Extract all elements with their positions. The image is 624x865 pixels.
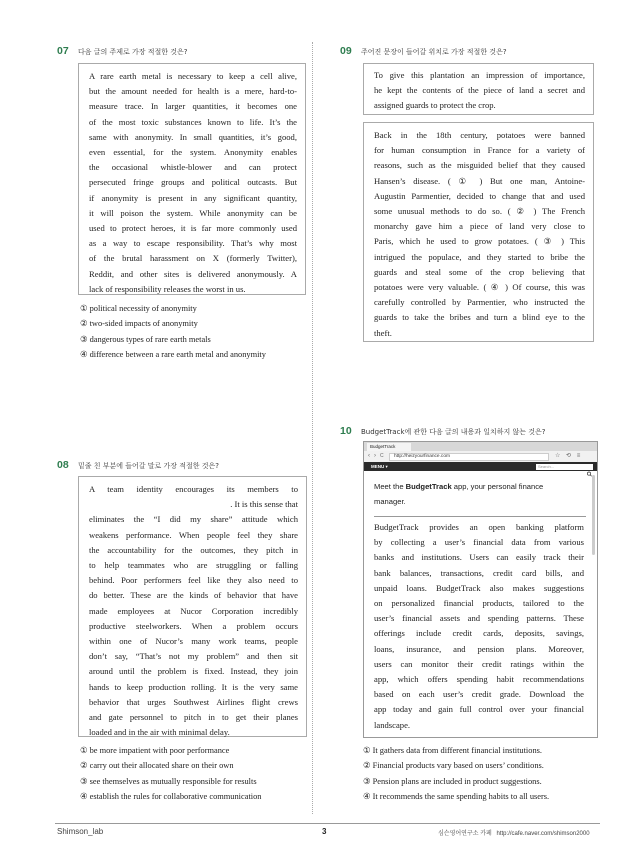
- passage-line: loans, insurance, and pension plans. Moreover,: [374, 643, 584, 654]
- passage-line: by collecting a user’s financial data from various: [374, 537, 584, 548]
- answer-option[interactable]: ② Financial products vary based on users’ conditions.: [363, 761, 544, 771]
- q08-title: 밑줄 친 부분에 들어갈 말로 가장 적절한 것은?: [78, 462, 220, 470]
- passage-line: to help teammates who are struggling or falling: [89, 560, 298, 571]
- q07-number: 07: [57, 45, 69, 57]
- q09-given-sentence: [374, 68, 585, 114]
- q10-title: BudgetTrack에 관한 다음 글의 내용과 일치하지 않는 것은?: [361, 428, 546, 436]
- passage-line: lack of responsibility releases the worst in us.: [89, 283, 246, 294]
- passage-line: of the most toxic substances known to life. It’s the: [89, 116, 297, 127]
- passage-line: Reddit, and other sites is delivered anonymously. A: [89, 268, 297, 279]
- passage-line: theft.: [374, 327, 392, 338]
- passage-line: made employees at Nucor Corporation incredibly: [89, 605, 298, 616]
- headline-divider: [374, 516, 586, 517]
- passage-line: To give this plantation an impression of importance,: [374, 70, 585, 80]
- passage-line: Hansen’s disease. ( ① ) But one man, Antoine-: [374, 175, 585, 186]
- passage-line: . It is this sense that: [230, 499, 298, 510]
- passage-line: based on each user’s credit grade. Download the: [374, 689, 584, 700]
- answer-option[interactable]: ① be more impatient with poor performance: [80, 746, 230, 755]
- passage-line: and gate personnel to pitch in to get their planes: [89, 712, 298, 723]
- passage-line: it will poison the system. While anonymity can be: [89, 207, 297, 218]
- footer-rule: [55, 823, 600, 824]
- passage-line: some unusual methods to do so. ( ② ) The French: [374, 206, 585, 217]
- q07-title: 다음 글의 주제로 가장 적절한 것은?: [78, 48, 188, 56]
- passage-line: weakens performance. When people feel they share: [89, 529, 298, 540]
- passage-line: even essential, for the system. Anonymity enables: [89, 147, 297, 158]
- back-icon[interactable]: ‹: [368, 453, 370, 459]
- q09-title: 주어진 문장이 들어갈 위치로 가장 적절한 것은?: [361, 48, 507, 56]
- footer-cafe-url[interactable]: http://cafe.naver.com/shimson2000: [496, 831, 590, 837]
- search-icon[interactable]: [586, 464, 593, 470]
- passage-line: BudgetTrack provides an open banking platform: [374, 522, 584, 532]
- q09-passage: [374, 128, 585, 341]
- passage-line: productive steelworkers. When a problem occurs: [89, 620, 298, 631]
- passage-line: Back in the 18th century, potatoes were banned: [374, 130, 585, 140]
- toolbar-icons[interactable]: ☆ ⟲ ≡: [555, 453, 583, 459]
- passage-line: the occasional whistle-blower and can protect: [89, 162, 297, 173]
- passage-line: banks and institutions. Users can easily track their: [374, 552, 584, 563]
- passage-line: used to protect heroes, it is far more commonly used: [89, 223, 297, 234]
- page-number: 3: [322, 827, 327, 836]
- passage-line: Augustin Parmentier, decided to change that and used: [374, 190, 585, 201]
- passage-line: as a way to escape responsibility. That’s why most: [89, 238, 297, 249]
- answer-option[interactable]: ④ difference between a rare earth metal and anonymity: [80, 349, 266, 359]
- browser-tab[interactable]: BudgetTrack: [367, 443, 411, 451]
- q08-number: 08: [57, 459, 69, 471]
- q10-number: 10: [340, 425, 352, 437]
- passage-line: guards and steal some of the crop believing that: [374, 266, 585, 277]
- headline-line: manager.: [374, 497, 406, 506]
- passage-line: unpaid loans. BudgetTrack also makes suggestions: [374, 582, 584, 593]
- headline-line: Meet the BudgetTrack app, your personal finance: [374, 482, 544, 491]
- browser-window: [363, 441, 598, 738]
- q08-options: [80, 743, 261, 804]
- site-search-input[interactable]: Search...: [536, 464, 586, 470]
- q07-passage-box: [78, 63, 306, 295]
- answer-option[interactable]: ④ establish the rules for collaborative communication: [80, 791, 262, 801]
- answer-option[interactable]: ① It gathers data from different financial institutions.: [363, 746, 542, 755]
- answer-option[interactable]: ② two-sided impacts of anonymity: [80, 319, 198, 329]
- passage-line: guards to take the bribes and turn a blind eye to the: [374, 312, 585, 323]
- passage-line: bank balances, transactions, credit card bills, and: [374, 567, 584, 578]
- footer-cafe-label: 심슨영어연구소 카페: [438, 831, 492, 837]
- passage-line: users can monitor their credit ratings within the: [374, 658, 584, 669]
- q10-passage: [374, 520, 584, 733]
- answer-option[interactable]: ④ It recommends the same spending habits to all users.: [363, 791, 550, 801]
- forward-icon[interactable]: ›: [374, 453, 376, 459]
- passage-line: he kept the contents of the piece of land a secret and: [374, 85, 585, 96]
- passage-line: of the brutal harassment on X (formerly Twitter),: [89, 253, 297, 264]
- reload-icon[interactable]: C: [380, 453, 384, 459]
- passage-line: potatoes were very valuable. ( ④ ) Of course, this was: [374, 282, 585, 293]
- passage-line: if anonymity is present in any significant quantity,: [89, 192, 297, 203]
- q10-headline: [374, 479, 584, 509]
- passage-line: A team identity encourages its members to: [89, 484, 298, 494]
- menu-button[interactable]: MENU ▾: [371, 464, 388, 469]
- q08-passage-box: [78, 476, 307, 737]
- passage-line: user’s financial assets and spending patterns. These: [374, 613, 584, 624]
- q09-passage-box: [363, 122, 594, 342]
- passage-line: around until the problem is fixed. Instead, they join: [89, 666, 298, 677]
- answer-option[interactable]: ② carry out their allocated share on their own: [80, 761, 234, 771]
- passage-line: for human consumption in France for a variety of: [374, 145, 585, 156]
- passage-line: loaded and in the air with minimal delay.: [89, 727, 230, 738]
- passage-line: don’t say, “That’s not my problem” and then sit: [89, 651, 298, 662]
- passage-line: behavior that urges Southwest Airlines flight crews: [89, 696, 298, 707]
- passage-line: eliminates the “I did my share” attitude which: [89, 514, 298, 525]
- passage-line: same with anonymity. In small quantities, it’s good,: [89, 131, 297, 142]
- q07-options: [80, 301, 266, 362]
- passage-line: hands to keep production rolling. It is the very same: [89, 681, 298, 692]
- passage-line: Paris, which he used to grow potatoes. ( ③ ) This: [374, 236, 585, 247]
- footer-cafe: [438, 828, 590, 837]
- column-divider: [312, 42, 313, 814]
- passage-line: on personalized financial products, tailored to the: [374, 598, 584, 609]
- passage-line: behind. Poor performers feel like they also need to: [89, 575, 298, 586]
- footer-brand: Shimson_lab: [57, 827, 104, 836]
- passage-line: A rare earth metal is necessary to keep a cell alive,: [89, 71, 297, 81]
- url-input[interactable]: http://heizyourfinance.com: [389, 453, 549, 461]
- q07-passage: [89, 69, 297, 297]
- answer-option[interactable]: ③ see themselves as mutually responsible for results: [80, 776, 257, 786]
- passage-line: within one of Nucor’s many work teams, people: [89, 636, 298, 647]
- passage-line: app today and gain full control over your financial: [374, 704, 584, 715]
- answer-option[interactable]: ① political necessity of anonymity: [80, 304, 197, 313]
- passage-line: reasons, such as the misguided belief that they caused: [374, 160, 585, 171]
- passage-line: carefully controlled by Parmentier, who instructed the: [374, 297, 585, 308]
- passage-line: monarchy gave him a piece of land very close to: [374, 221, 585, 232]
- q09-given-box: [363, 63, 594, 115]
- q09-number: 09: [340, 45, 352, 57]
- q10-options: [363, 743, 549, 804]
- passage-line: landscape.: [374, 719, 411, 730]
- answer-option[interactable]: ③ Pension plans are included in product suggestions.: [363, 776, 542, 786]
- passage-line: assigned guards to protect the crop.: [374, 100, 496, 111]
- passage-line: but the amount needed for health is a mere, hard-to-: [89, 86, 297, 97]
- passage-line: do better. These are the kinds of behavior that have: [89, 590, 298, 601]
- passage-line: offerings include credit cards, deposits, savings,: [374, 628, 584, 639]
- scrollbar-thumb[interactable]: [592, 475, 595, 555]
- passage-line: persecuted fringe groups and political outcasts. But: [89, 177, 297, 188]
- passage-line: app, which offers spending habit recommendations: [374, 674, 584, 685]
- passage-line: the accountability for the outcomes, they pitch in: [89, 544, 298, 555]
- passage-line: intrigued the populace, and they started to bribe the: [374, 251, 585, 262]
- answer-option[interactable]: ③ dangerous types of rare earth metals: [80, 334, 211, 344]
- passage-line: measure trace. In larger quantities, it becomes one: [89, 101, 297, 112]
- q08-passage: [89, 482, 298, 740]
